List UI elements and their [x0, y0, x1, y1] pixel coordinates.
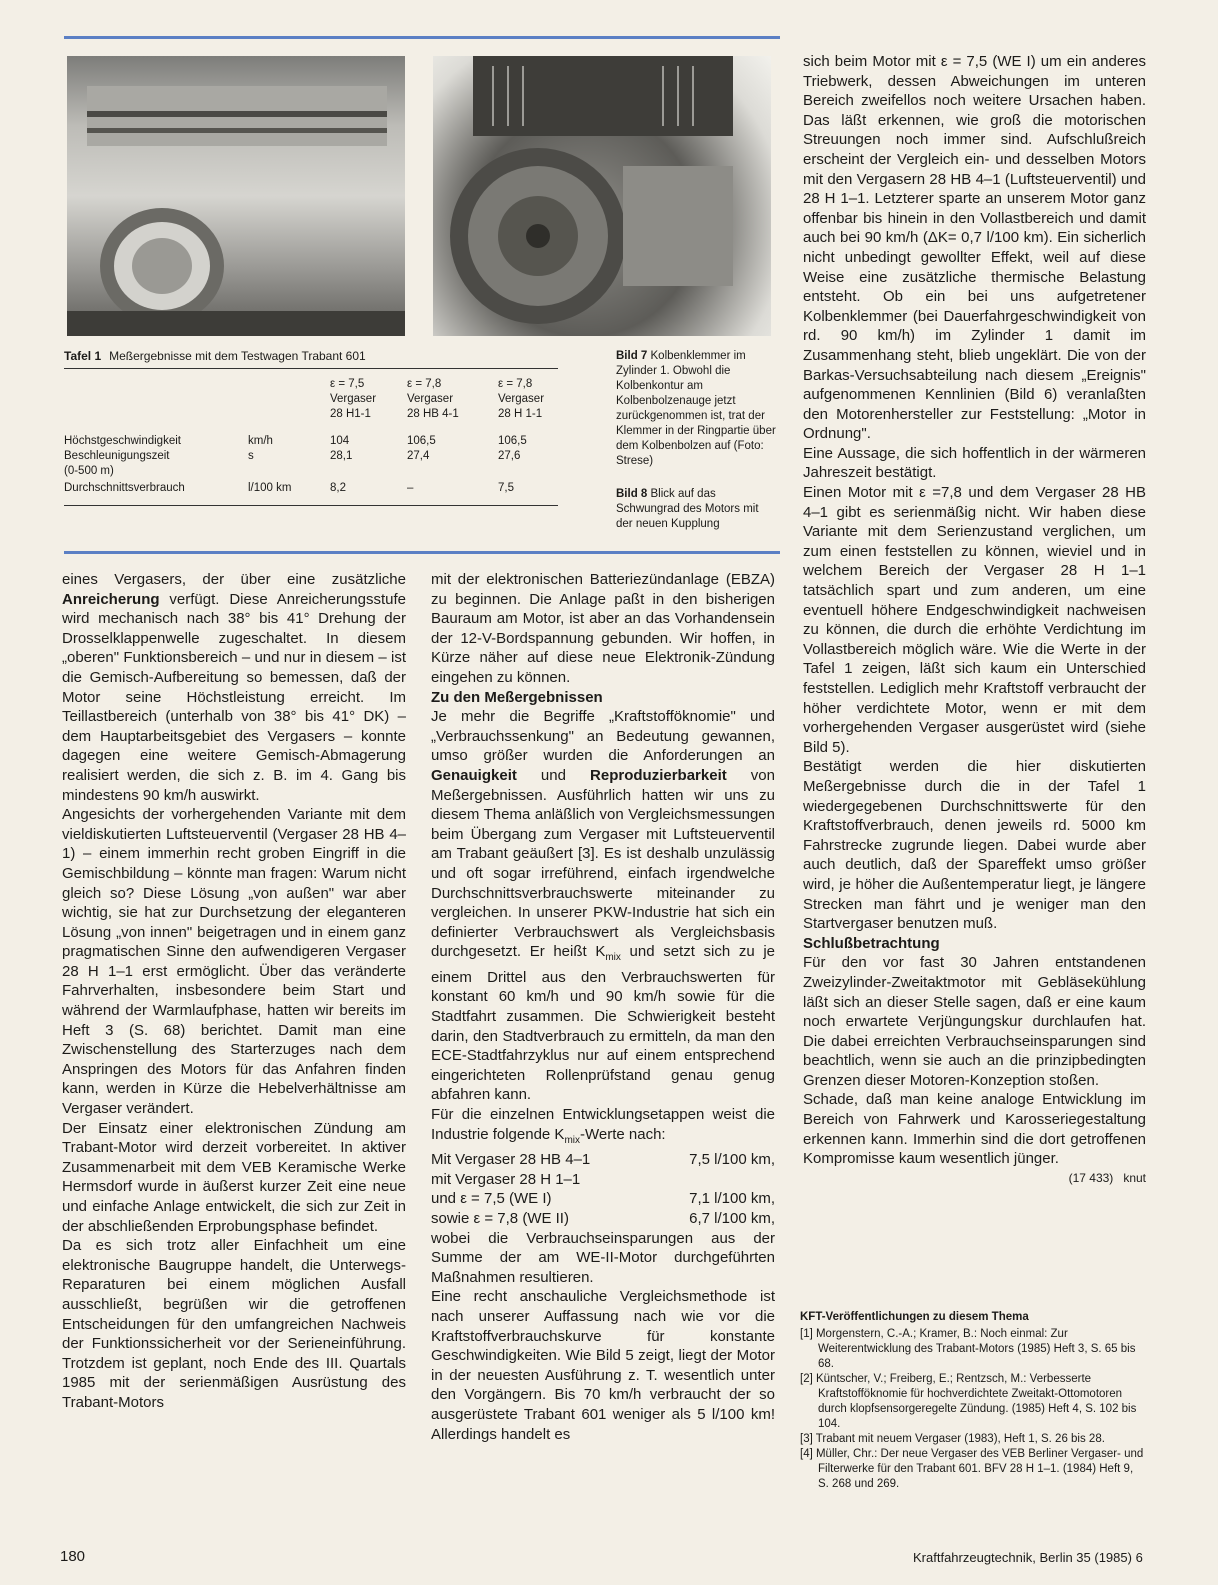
references: [800, 1310, 1146, 1492]
paragraph: Angesichts der vorhergehenden Variante mit dem vieldiskutierten Luftsteuerventil (Vergaser 28 HB 4–1) – einem immerhin recht groben Eingriff in die Gemischbildung – könnte man fragen: Warum nicht gleich so? Diese Lösung „von außen" war aber wichtig, sie hat zur Durchsetzung der eleganteren Lösung „von innen" beigetragen und in einem ganz pragmatischen Sinne den aufwendigeren Vergaser 28 H 1–1 erst ermöglicht. Über das veränderte Fahrverhalten, insbesondere beim Start und während der Warmlaufphase, hatten wir bereits im Heft 3 (S. 68) berichtet. Damit man eine Zwischenstellung des Starterzuges nach dem Anspringen des Motors für das Anfahren finden kann, werden in Kürze die Hebelverhältnisse am Vergaser verändert.: [62, 806, 406, 1118]
section-heading: Zu den Meßergebnissen: [431, 688, 603, 706]
reference-item: [1] Morgenstern, C.-A.; Kramer, B.: Noch einmal: Zur Weiterentwicklung des Trabant-Motors (1985) Heft 3, S. 65 bis 68.: [800, 1328, 1136, 1370]
paragraph: Für die einzelnen Entwicklungsetappen weist die Industrie folgende $K_{mix}$-Werte nach:: [431, 1106, 775, 1146]
paragraph: Schade, daß man keine analoge Entwicklung im Bereich von Fahrwerk und Karosseriegestaltung erkennen kann. Immerhin sind die dort getroffenen Kompromisse kaum wesentlich jünger.: [803, 1091, 1146, 1168]
table-label: Tafel 1: [64, 349, 102, 363]
table-title: [64, 349, 366, 364]
signature: (17 433) knut: [1068, 1170, 1146, 1185]
reference-item: [2] Küntscher, V.; Freiberg, E.; Rentzsch, M.: Verbesserte Kraftstofföknomie für hochverdichtete Zweitakt-Ottomotoren durch klopfsensorgeregelte Zündung. (1985) Heft 4, S. 102 bis 104.: [800, 1373, 1137, 1430]
paragraph: mit der elektronischen Batteriezündanlage (EBZA) zu beginnen. Die Anlage paßt in den bisherigen Bauraum am Motor, ist aber an das Vorhandensein der 12-V-Bordspannung gebunden. Wir hoffen, in Kürze näher auf diese neue Elektronik-Zündung eingehen zu können.: [431, 571, 775, 686]
table-bottom-rule: [64, 505, 558, 506]
table-col-head-3: ε = 7,8 Vergaser 28 H 1-1: [498, 378, 545, 420]
table-col-head-1: ε = 7,5 Vergaser 28 H1-1: [330, 378, 377, 420]
table-col-head-2: ε = 7,8 Vergaser 28 HB 4-1: [407, 378, 459, 420]
table-caption: Meßergebnisse mit dem Testwagen Trabant 601: [109, 349, 366, 363]
paragraph: Je mehr die Begriffe „Kraftstofföknomie" und „Verbrauchssenkung" an Bedeutung gewannen, umso größer wurden die Anforderungen an Genauigkeit und Reproduzierbarkeit von Meßergebnissen. Ausführlich hatten wir uns zu diesem Thema anläßlich von Vergleichsmessungen beim Übergang zum Vergaser mit Luftsteuerventil am Trabant geäußert [3]. Es ist deshalb unzulässig und oft sogar irreführend, einfach irgendwelche Durchschnittsverbrauchswerte miteinander zu vergleichen. In unserer PKW-Industrie hat sich ein definierter Verbrauchswert als Vergleichsbasis durchgesetzt. Er heißt $K_{mix}$ und setzt sich zu je einem Drittel aus den Verbrauchswerten für konstant 60 km/h und 90 km/h sowie für die Stadtfahrt zusammen. Die Schwierigkeit besteht darin, den Stadtverbrauch zu ermitteln, da man den ECE-Stadtfahrzyklus nur auf einem entsprechend eingerichteten Rollenprüfstand genau genug abfahren kann.: [431, 708, 776, 1104]
list-item: sowie ε = 7,8 (WE II) 6,7 l/100 km,: [431, 1210, 775, 1227]
reference-item: [3] Trabant mit neuem Vergaser (1983), Heft 1, S. 26 bis 28.: [800, 1433, 1105, 1445]
list-item: Mit Vergaser 28 HB 4–1 7,5 l/100 km,: [431, 1151, 775, 1169]
footer-journal: Kraftfahrzeugtechnik, Berlin 35 (1985) 6: [913, 1550, 1143, 1565]
engine-illustration: [433, 56, 771, 336]
list-item: mit Vergaser 28 H 1–1: [431, 1170, 581, 1188]
figure-8-caption: Bild 8 Blick auf das Schwungrad des Motors mit der neuen Kupplung: [616, 488, 759, 530]
figure-7-caption: Bild 7 Kolbenklemmer im Zylinder 1. Obwohl die Kolbenkontur am Kolbenbolzenauge jetzt zurückgenommen ist, trat der Klemmer in der Ringpartie über dem Kolbenbolzen auf (Foto: Strese): [616, 350, 776, 467]
paragraph: Einen Motor mit ε =7,8 und dem Vergaser 28 HB 4–1 gibt es serienmäßig nicht. Wir haben diese Variante mit dem Serienzustand verglichen, um zum einen feststellen zu können, wieviel und in welchem Bereich der Vergaser 28 H 1–1 tatsächlich spart und zum anderen, um eine eventuell höhere Endgeschwindigkeit nachweisen zu können, die durch die erhöhte Verdichtung im Vollastbereich möglich wäre. Wie die Werte in der Tafel 1 zeigen, läßt sich kaum ein Unterschied feststellen. Lediglich mehr Kraftstoff verbraucht der höher verdichtete Motor, wenn er mit dem vorhergehenden Vergaser ausgerüstet wird (siehe Bild 5).: [803, 484, 1146, 756]
article-column-1: [62, 570, 406, 1413]
article-column-2: [431, 570, 775, 1444]
paragraph: wobei die Verbrauchseinsparungen aus der Summe der am WE-II-Motor durchgeführten Maßnahmen resultieren.: [431, 1229, 775, 1286]
article-column-3: [803, 52, 1146, 1188]
references-title: KFT-Veröffentlichungen zu diesem Thema: [800, 1311, 1029, 1323]
list-item: und ε = 7,5 (WE I) 7,1 l/100 km,: [431, 1190, 775, 1208]
paragraph: Eine recht anschauliche Vergleichsmethode ist nach unserer Auffassung nach wie vor die Kraftstoffverbrauchskurve für konstante Geschwindigkeiten. Wie Bild 5 zeigt, liegt der Motor in der neuesten Ausführung z. T. wesentlich unter den Vorgängern. Bis 70 km/h verbraucht der so ausgerüstete Trabant 601 weniger als 5 l/100 km! Allerdings handelt es: [431, 1288, 775, 1443]
paragraph: Da es sich trotz aller Einfachheit um eine elektronische Baugruppe handelt, die Unterwegs-Reparaturen bei einem möglichen Ausfall ausschließt, begrüßen wir die getroffenen Entscheidungen für den umfangreichen Nachweis der Funktionssicherheit vor der Serieneinführung. Trotzdem ist geplant, noch Ende des III. Quartals 1985 mit der serienmäßigen Ausrüstung des Trabant-Motors: [62, 1237, 406, 1411]
engine-flywheel-photo: [433, 56, 771, 336]
middle-rule: [64, 551, 780, 554]
table-top-rule: [64, 368, 558, 369]
paragraph: sich beim Motor mit ε = 7,5 (WE I) um ein anderes Triebwerk, dessen Abweichungen im unteren Bereich zweifellos noch weitere Ursachen haben. Das läßt erkennen, wie groß die motorischen Streuungen noch immer sind. Aufschlußreich erscheint der Vergleich ein- und desselben Motors mit den Vergasern 28 HB 4–1 (Luftsteuerventil) und 28 H 1–1. Letzterer sparte an unserem Motor ganz offenbar bis hinein in den Vollastbereich und damit auch bei 90 km/h (ΔK= 0,7 l/100 km). Ein sicherlich nicht unbedingt gewollter Effekt, weil auf diese Weise eine zusätzliche thermische Belastung entsteht. Ob ein bei uns aufgetretener Kolbenklemmer (bei Dauerfahrgeschwindigkeit von rd. 90 km/h) im Zylinder 1 damit im Zusammenhang steht, blieb ungeklärt. Die von der Barkas-Versuchsabteilung nach diesem „Ereignis" aufgenommenen Kennlinien (Bild 6) veranlaßten den Motorenhersteller zur Feststellung: „Motor in Ordnung".: [803, 53, 1146, 443]
paragraph: Der Einsatz einer elektronischen Zündung am Trabant-Motor wird derzeit vorbereitet. In aktiver Zusammenarbeit mit dem VEB Keramische Werke Hermsdorf wurde in äußerst kurzer Zeit eine neue und einfache Anlage entwickelt, die sich zur Zeit in der abschließenden Erprobungsphase befindet.: [62, 1119, 406, 1235]
paragraph: Für den vor fast 30 Jahren entstandenen Zweizylinder-Zweitaktmotor mit Gebläsekühlung läßt sich an dieser Stelle sagen, daß er eine kaum noch erwartete Verjüngungskur durchlaufen hat. Die dabei erreichten Verbrauchseinsparungen sind beachtlich, wenn sie auch an die prinzipbedingten Grenzen dieser Motoren-Konzeption stoßen.: [803, 954, 1146, 1089]
paragraph: Eine Aussage, die sich hoffentlich in der wärmeren Jahreszeit bestätigt.: [803, 444, 1146, 482]
section-heading: Schlußbetrachtung: [803, 934, 940, 952]
kmix-list: [431, 1150, 775, 1228]
piston-illustration: [67, 56, 405, 336]
page-number: 180: [60, 1548, 86, 1565]
top-rule: [64, 36, 780, 39]
reference-item: [4] Müller, Chr.: Der neue Vergaser des VEB Berliner Vergaser- und Filterwerke für den Trabant 601. BFV 28 H 1–1. (1984) Heft 9, S. 268 und 269.: [800, 1448, 1144, 1490]
paragraph: eines Vergasers, der über eine zusätzliche Anreicherung verfügt. Diese Anreicherungsstufe wird mechanisch nach 38° bis 41° Drehung der Drosselklappenwelle zugeschaltet. In diesem „oberen" Funktionsbereich – und nur in diesem – ist die Gemisch-Aufbereitung so bemessen, daß der Motor seine Höchstleistung erreicht. Im Teillastbereich (unterhalb von 38° bis 41° DK) – dem Hauptarbeitsgebiet des Vergasers – konnte dagegen eine weitere Gemisch-Abmagerung realisiert werden, die sich z. B. im 4. Gang bis mindestens 90 km/h auswirkt.: [62, 571, 406, 804]
piston-photo: [67, 56, 405, 336]
paragraph: Bestätigt werden die hier diskutierten Meßergebnisse durch die in der Tafel 1 wiedergegebenen Durchschnittswerte für den Kraftstoffverbrauch, denen jeweils rd. 5000 km Fahrstrecke zugrunde liegen. Dabei wurde aber auch deutlich, daß der Spareffekt umso größer wird, je höher die Außentemperatur liegt, je längere Strecken man fährt und je weniger man den Startvergaser benutzen muß.: [803, 758, 1146, 933]
